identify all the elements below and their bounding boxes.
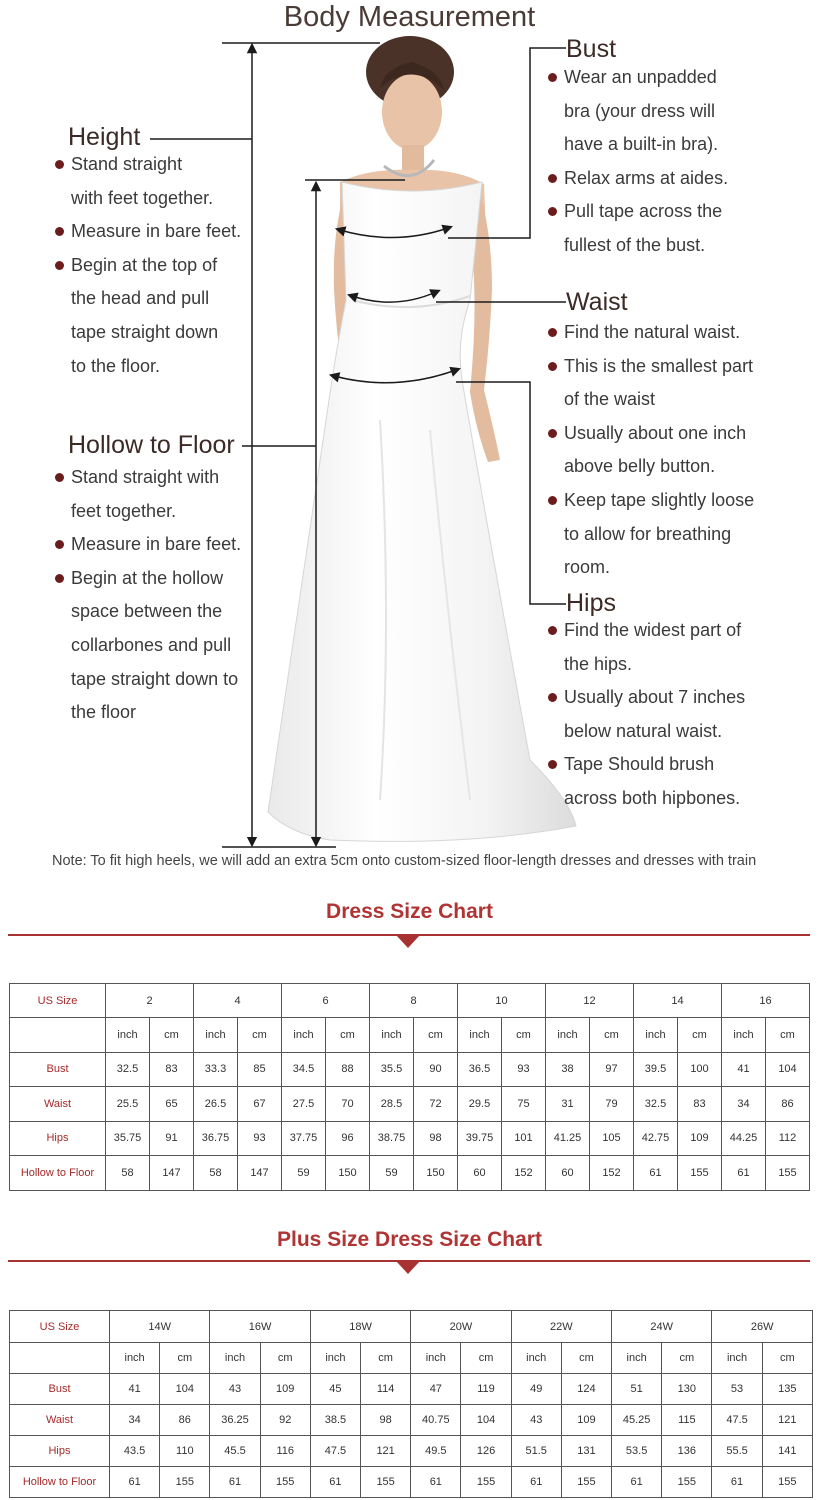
waist-title: Waist (566, 288, 628, 316)
value-cell: 27.5 (282, 1087, 326, 1122)
unit-cell: inch (210, 1343, 260, 1374)
value-cell: 116 (260, 1436, 310, 1467)
value-cell: 32.5 (106, 1052, 150, 1087)
size-header-cell: 14W (110, 1311, 210, 1343)
table-row (10, 1343, 813, 1374)
size-header-cell: 22W (511, 1311, 611, 1343)
size-header-cell: 18W (310, 1311, 410, 1343)
value-cell: 36.75 (194, 1121, 238, 1156)
value-cell: 61 (722, 1156, 766, 1191)
value-cell: 41 (722, 1052, 766, 1087)
value-cell: 121 (762, 1405, 812, 1436)
unit-cell: inch (370, 1018, 414, 1053)
row-label-cell: Hollow to Floor (10, 1467, 110, 1498)
value-cell: 109 (678, 1121, 722, 1156)
list-item: Stand straight with feet together. (55, 461, 255, 528)
value-cell: 155 (461, 1467, 511, 1498)
value-cell: 58 (194, 1156, 238, 1191)
value-cell: 70 (326, 1087, 370, 1122)
value-cell: 101 (502, 1121, 546, 1156)
value-cell: 36.25 (210, 1405, 260, 1436)
row-label-cell: Hips (10, 1121, 106, 1156)
value-cell: 141 (762, 1436, 812, 1467)
value-cell: 152 (502, 1156, 546, 1191)
plus-size-table (9, 1310, 813, 1498)
value-cell: 45 (310, 1374, 360, 1405)
unit-cell: cm (678, 1018, 722, 1053)
value-cell: 43 (210, 1374, 260, 1405)
value-cell: 155 (361, 1467, 411, 1498)
value-cell: 109 (260, 1374, 310, 1405)
hollow-title: Hollow to Floor (68, 431, 235, 459)
value-cell: 58 (106, 1156, 150, 1191)
value-cell: 41 (110, 1374, 160, 1405)
value-cell: 92 (260, 1405, 310, 1436)
row-label-cell: Waist (10, 1405, 110, 1436)
unit-cell: cm (766, 1018, 810, 1053)
value-cell: 155 (160, 1467, 210, 1498)
value-cell: 45.5 (210, 1436, 260, 1467)
unit-cell: cm (461, 1343, 511, 1374)
value-cell: 51.5 (511, 1436, 561, 1467)
unit-cell: inch (546, 1018, 590, 1053)
unit-cell: cm (326, 1018, 370, 1053)
row-label-cell: Bust (10, 1374, 110, 1405)
value-cell: 110 (160, 1436, 210, 1467)
list-item: Keep tape slightly loose to allow for breathing room. (548, 484, 808, 585)
unit-cell: inch (411, 1343, 461, 1374)
value-cell: 150 (414, 1156, 458, 1191)
height-instructions (55, 148, 255, 383)
unit-cell: inch (712, 1343, 762, 1374)
list-item: Measure in bare feet. (55, 528, 255, 562)
value-cell: 38.5 (310, 1405, 360, 1436)
table-row (10, 1436, 813, 1467)
value-cell: 35.5 (370, 1052, 414, 1087)
value-cell: 39.5 (634, 1052, 678, 1087)
value-cell: 98 (361, 1405, 411, 1436)
row-label-cell: Hollow to Floor (10, 1156, 106, 1191)
value-cell: 49 (511, 1374, 561, 1405)
table-row (10, 1156, 810, 1191)
row-label-cell: Bust (10, 1052, 106, 1087)
table-row (10, 1052, 810, 1087)
value-cell: 126 (461, 1436, 511, 1467)
value-cell: 44.25 (722, 1121, 766, 1156)
value-cell: 155 (762, 1467, 812, 1498)
value-cell: 91 (150, 1121, 194, 1156)
value-cell: 155 (678, 1156, 722, 1191)
unit-cell: cm (502, 1018, 546, 1053)
unit-cell: cm (590, 1018, 634, 1053)
value-cell: 104 (461, 1405, 511, 1436)
list-item: Begin at the hollow space between the collarbones and pull tape straight down to the floor (55, 562, 255, 730)
value-cell: 60 (546, 1156, 590, 1191)
size-header-cell: 14 (634, 984, 722, 1018)
value-cell: 40.75 (411, 1405, 461, 1436)
list-item: Wear an unpadded bra (your dress will have a built-in bra). (548, 61, 798, 162)
value-cell: 83 (150, 1052, 194, 1087)
value-cell: 55.5 (712, 1436, 762, 1467)
value-cell: 112 (766, 1121, 810, 1156)
unit-cell: inch (310, 1343, 360, 1374)
dress-chart-title: Dress Size Chart (326, 900, 493, 923)
unit-cell: cm (260, 1343, 310, 1374)
value-cell: 32.5 (634, 1087, 678, 1122)
unit-cell: cm (762, 1343, 812, 1374)
value-cell: 41.25 (546, 1121, 590, 1156)
value-cell: 31 (546, 1087, 590, 1122)
value-cell: 28.5 (370, 1087, 414, 1122)
list-item: Usually about 7 inches below natural waist. (548, 681, 808, 748)
table-row (10, 1121, 810, 1156)
value-cell: 115 (662, 1405, 712, 1436)
value-cell: 59 (370, 1156, 414, 1191)
table-row (10, 984, 810, 1018)
value-cell: 47 (411, 1374, 461, 1405)
value-cell: 60 (458, 1156, 502, 1191)
unit-cell: inch (282, 1018, 326, 1053)
table-row (10, 1087, 810, 1122)
value-cell: 36.5 (458, 1052, 502, 1087)
value-cell: 155 (260, 1467, 310, 1498)
plus-chart-pointer-icon (396, 1261, 420, 1274)
value-cell: 86 (160, 1405, 210, 1436)
value-cell: 43 (511, 1405, 561, 1436)
table-row (10, 1467, 813, 1498)
empty-cell (10, 1018, 106, 1053)
table-row (10, 1405, 813, 1436)
table-row (10, 1374, 813, 1405)
value-cell: 61 (712, 1467, 762, 1498)
value-cell: 34.5 (282, 1052, 326, 1087)
unit-cell: cm (238, 1018, 282, 1053)
value-cell: 37.75 (282, 1121, 326, 1156)
size-header-cell: 12 (546, 984, 634, 1018)
value-cell: 121 (361, 1436, 411, 1467)
value-cell: 61 (411, 1467, 461, 1498)
value-cell: 26.5 (194, 1087, 238, 1122)
value-cell: 33.3 (194, 1052, 238, 1087)
unit-cell: inch (634, 1018, 678, 1053)
value-cell: 61 (511, 1467, 561, 1498)
hips-title: Hips (566, 589, 617, 617)
unit-cell: inch (722, 1018, 766, 1053)
value-cell: 75 (502, 1087, 546, 1122)
value-cell: 34 (722, 1087, 766, 1122)
size-header-cell: 20W (411, 1311, 511, 1343)
value-cell: 43.5 (110, 1436, 160, 1467)
list-item: Find the widest part of the hips. (548, 614, 808, 681)
size-header-cell: 2 (106, 984, 194, 1018)
value-cell: 67 (238, 1087, 282, 1122)
value-cell: 124 (561, 1374, 611, 1405)
value-cell: 53 (712, 1374, 762, 1405)
list-item: Begin at the top of the head and pull tape straight down to the floor. (55, 249, 255, 383)
value-cell: 130 (662, 1374, 712, 1405)
value-cell: 90 (414, 1052, 458, 1087)
page-title: Body Measurement (283, 1, 536, 33)
list-item: Measure in bare feet. (55, 215, 255, 249)
unit-cell: inch (106, 1018, 150, 1053)
row-label-cell: Waist (10, 1087, 106, 1122)
value-cell: 83 (678, 1087, 722, 1122)
value-cell: 100 (678, 1052, 722, 1087)
value-cell: 86 (766, 1087, 810, 1122)
value-cell: 105 (590, 1121, 634, 1156)
value-cell: 25.5 (106, 1087, 150, 1122)
value-cell: 38 (546, 1052, 590, 1087)
value-cell: 119 (461, 1374, 511, 1405)
unit-cell: cm (150, 1018, 194, 1053)
unit-cell: cm (561, 1343, 611, 1374)
waist-instructions (548, 316, 808, 585)
value-cell: 93 (502, 1052, 546, 1087)
dress-size-table (9, 983, 810, 1191)
value-cell: 109 (561, 1405, 611, 1436)
value-cell: 61 (612, 1467, 662, 1498)
height-title: Height (68, 123, 141, 151)
value-cell: 38.75 (370, 1121, 414, 1156)
hollow-instructions (55, 461, 255, 730)
size-header-cell: 16W (210, 1311, 310, 1343)
value-cell: 59 (282, 1156, 326, 1191)
value-cell: 65 (150, 1087, 194, 1122)
table-row (10, 1018, 810, 1053)
unit-cell: inch (511, 1343, 561, 1374)
value-cell: 131 (561, 1436, 611, 1467)
list-item: Relax arms at aides. (548, 162, 798, 196)
value-cell: 114 (361, 1374, 411, 1405)
size-header-cell: 16 (722, 984, 810, 1018)
list-item: Tape Should brush across both hipbones. (548, 748, 808, 815)
value-cell: 61 (210, 1467, 260, 1498)
value-cell: 85 (238, 1052, 282, 1087)
value-cell: 34 (110, 1405, 160, 1436)
unit-cell: inch (110, 1343, 160, 1374)
value-cell: 61 (634, 1156, 678, 1191)
size-label-cell: US Size (10, 984, 106, 1018)
empty-cell (10, 1343, 110, 1374)
unit-cell: cm (160, 1343, 210, 1374)
unit-cell: inch (194, 1018, 238, 1053)
value-cell: 79 (590, 1087, 634, 1122)
value-cell: 98 (414, 1121, 458, 1156)
value-cell: 88 (326, 1052, 370, 1087)
value-cell: 53.5 (612, 1436, 662, 1467)
list-item: Usually about one inch above belly button. (548, 417, 808, 484)
value-cell: 45.25 (612, 1405, 662, 1436)
plus-chart-title: Plus Size Dress Size Chart (277, 1228, 542, 1251)
value-cell: 155 (766, 1156, 810, 1191)
size-header-cell: 6 (282, 984, 370, 1018)
value-cell: 51 (612, 1374, 662, 1405)
value-cell: 72 (414, 1087, 458, 1122)
value-cell: 147 (150, 1156, 194, 1191)
unit-cell: inch (458, 1018, 502, 1053)
value-cell: 35.75 (106, 1121, 150, 1156)
list-item: Pull tape across the fullest of the bust. (548, 195, 798, 262)
value-cell: 39.75 (458, 1121, 502, 1156)
value-cell: 61 (310, 1467, 360, 1498)
list-item: Stand straight with feet together. (55, 148, 255, 215)
size-header-cell: 4 (194, 984, 282, 1018)
value-cell: 152 (590, 1156, 634, 1191)
value-cell: 42.75 (634, 1121, 678, 1156)
size-header-cell: 10 (458, 984, 546, 1018)
value-cell: 97 (590, 1052, 634, 1087)
value-cell: 135 (762, 1374, 812, 1405)
bust-title: Bust (566, 35, 617, 63)
row-label-cell: Hips (10, 1436, 110, 1467)
value-cell: 61 (110, 1467, 160, 1498)
value-cell: 47.5 (712, 1405, 762, 1436)
value-cell: 147 (238, 1156, 282, 1191)
unit-cell: inch (612, 1343, 662, 1374)
unit-cell: cm (361, 1343, 411, 1374)
value-cell: 49.5 (411, 1436, 461, 1467)
list-item: This is the smallest part of the waist (548, 350, 808, 417)
value-cell: 104 (766, 1052, 810, 1087)
value-cell: 96 (326, 1121, 370, 1156)
value-cell: 47.5 (310, 1436, 360, 1467)
value-cell: 29.5 (458, 1087, 502, 1122)
value-cell: 136 (662, 1436, 712, 1467)
value-cell: 93 (238, 1121, 282, 1156)
value-cell: 155 (662, 1467, 712, 1498)
heel-note: Note: To fit high heels, we will add an extra 5cm onto custom-sized floor-length dresses and dresses with train (52, 853, 757, 869)
size-header-cell: 26W (712, 1311, 813, 1343)
value-cell: 104 (160, 1374, 210, 1405)
value-cell: 150 (326, 1156, 370, 1191)
size-label-cell: US Size (10, 1311, 110, 1343)
unit-cell: cm (414, 1018, 458, 1053)
size-header-cell: 24W (612, 1311, 712, 1343)
hips-instructions (548, 614, 808, 816)
value-cell: 155 (561, 1467, 611, 1498)
unit-cell: cm (662, 1343, 712, 1374)
list-item: Find the natural waist. (548, 316, 808, 350)
size-header-cell: 8 (370, 984, 458, 1018)
table-row (10, 1311, 813, 1343)
bust-instructions (548, 61, 798, 263)
dress-chart-pointer-icon (396, 935, 420, 948)
